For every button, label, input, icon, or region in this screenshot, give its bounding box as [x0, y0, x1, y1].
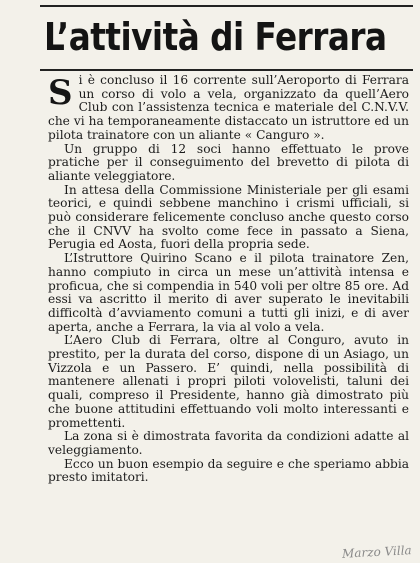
drop-cap: S [48, 73, 73, 113]
article-body [48, 74, 409, 485]
article-paragraph: In attesa della Commissione Ministeriale per gli esami teorici, e quindi sebbene manchino i crismi ufficiali, si può considerare felicemente concluso anche questo corso che il CNVV ha svolto come fece in passato a Siena, Perugia ed Aosta, fuori della propria sede. [48, 182, 409, 252]
article-paragraph: Ecco un buon esempio da seguire e che speriamo abbia presto imitatori. [48, 456, 409, 485]
article-paragraph [48, 74, 409, 143]
article-paragraph: L’Istruttore Quirino Scano e il pilota trainatore Zen, hanno compiuto in circa un mese un’attività intensa e proficua, che si compendia in 540 voli per oltre 85 ore. Ad essi va ascritto il merito di aver superato le inevitabili difficoltà d’avviamento comuni a tutti gli inizi, e di aver aperta, anche a Ferrara, la via al volo a vela. [48, 251, 409, 334]
article-paragraph: La zona si è dimostrata favorita da condizioni adatte al veleggiamento. [48, 429, 409, 457]
article-paragraph: L’Aero Club di Ferrara, oltre al Conguro, avuto in prestito, per la durata del corso, dispone di un Asiago, un Vizzola e un Passero. E’ quindi, nella possibilità di mantenere allenati i propri piloti volovelisti, taluni dei quali, compreso il Presidente, hanno già dimostrato più che buone attitudini effettuando voli molto interessanti e promettenti. [48, 333, 409, 430]
headline-rule [40, 69, 413, 71]
article-paragraph: Un gruppo di 12 soci hanno effettuato le prove pratiche per il conseguimento del brevetto di pilota di aliante veleggiatore. [48, 141, 409, 183]
top-rule [40, 5, 413, 7]
handwritten-note: Marzo Villa [342, 543, 413, 561]
paragraph-text: i è concluso il 16 corrente sull’Aeroporto di Ferrara un corso di volo a vela, organizzato da quell’Aero Club con l’assistenza tecnica e materiale del C.N.V.V. che vi ha temporaneamente distaccato un istruttore ed un pilota trainatore con un aliante « Canguro ». [48, 73, 409, 142]
headline: L’attività di Ferrara [44, 15, 387, 59]
